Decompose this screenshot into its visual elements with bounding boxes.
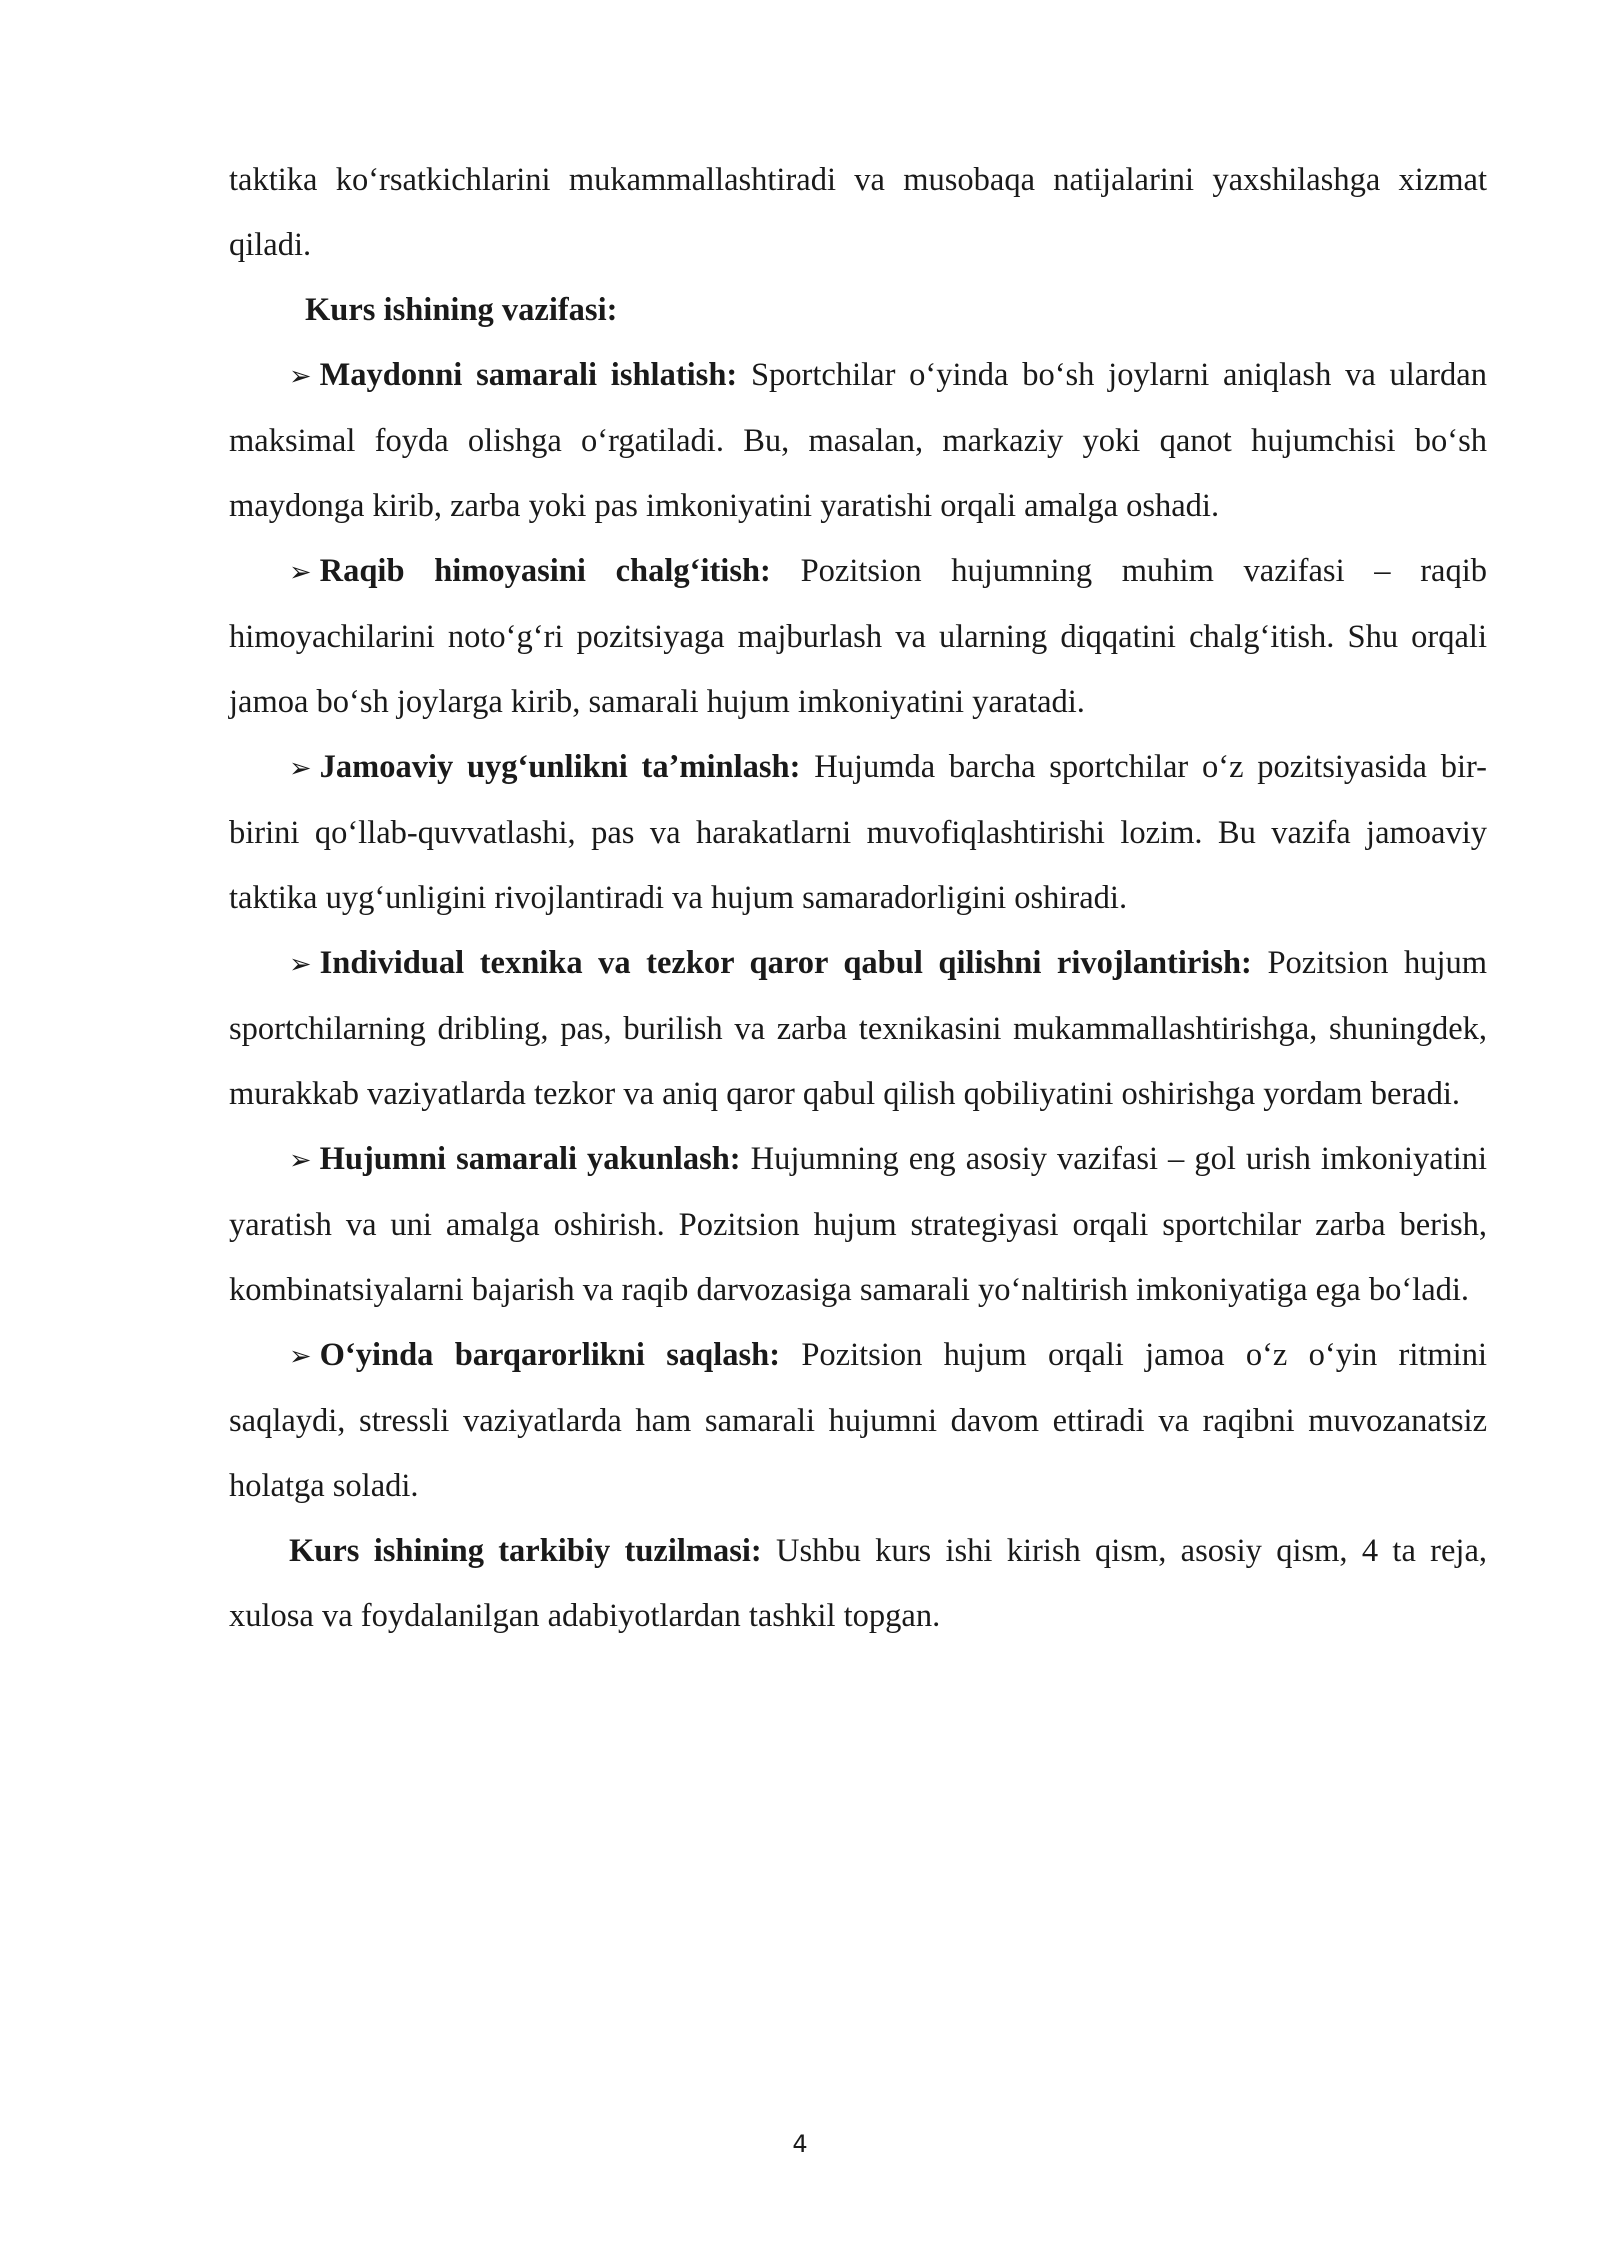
task-title: Jamoaviy uygʻunlikni taʼminlash:: [319, 749, 801, 785]
page-content: [229, 148, 1487, 1649]
arrow-bullet-icon: ➢: [289, 557, 312, 588]
task-title: Hujumni samarali yakunlash:: [319, 1141, 741, 1177]
task-item: [229, 1127, 1487, 1323]
structure-paragraph: [229, 1519, 1487, 1649]
task-title: Raqib himoyasini chalgʻitish:: [319, 553, 771, 589]
intro-paragraph: taktika koʻrsatkichlarini mukammallashtiradi va musobaqa natijalarini yaxshilashga xizmat qiladi.: [229, 162, 1487, 263]
task-item: [229, 539, 1487, 735]
task-item: [229, 1323, 1487, 1519]
tasks-heading: Kurs ishining vazifasi:: [305, 292, 618, 328]
arrow-bullet-icon: ➢: [289, 361, 312, 392]
arrow-bullet-icon: ➢: [289, 1145, 312, 1176]
structure-title: Kurs ishining tarkibiy tuzilmasi:: [289, 1533, 762, 1569]
arrow-bullet-icon: ➢: [289, 949, 312, 980]
task-item: [229, 931, 1487, 1127]
task-body: Pozitsion hujum orqali jamoa oʻz oʻyin ritmini saqlaydi, stressli vaziyatlarda ham samarali hujumni davom ettiradi va raqibni muvozanatsiz holatga soladi.: [229, 1337, 1487, 1504]
task-body: Pozitsion hujum sportchilarning dribling, pas, burilish va zarba texnikasini mukammallashtirishga, shuningdek, murakkab vaziyatlarda tezkor va aniq qaror qabul qilish qobiliyatini oshirishga yordam beradi.: [229, 945, 1488, 1112]
task-body: Hujumda barcha sportchilar oʻz pozitsiyasida bir-birini qoʻllab-quvvatlashi, pas va harakatlarni muvofiqlashtirishi lozim. Bu vazifa jamoaviy taktika uygʻunligini rivojlantiradi va hujum samaradorligini oshiradi.: [229, 749, 1487, 916]
arrow-bullet-icon: ➢: [289, 1341, 312, 1372]
task-title: Oʻyinda barqarorlikni saqlash:: [319, 1337, 781, 1373]
task-item: [229, 343, 1487, 539]
task-title: Individual texnika va tezkor qaror qabul qilishni rivojlantirish:: [319, 945, 1252, 981]
task-body: Hujumning eng asosiy vazifasi – gol urish imkoniyatini yaratish va uni amalga oshirish. Pozitsion hujum strategiyasi orqali sportchilar zarba berish, kombinatsiyalarni bajarish va raqib darvozasiga samarali yoʻnaltirish imkoniyatiga ega boʻladi.: [229, 1141, 1488, 1308]
page-number: 4: [792, 2130, 808, 2158]
arrow-bullet-icon: ➢: [289, 753, 312, 784]
task-body: Sportchilar oʻyinda boʻsh joylarni aniqlash va ulardan maksimal foyda olishga oʻrgatiladi. Bu, masalan, markaziy yoki qanot hujumchisi boʻsh maydonga kirib, zarba yoki pas imkoniyatini yaratishi orqali amalga oshadi.: [229, 357, 1487, 524]
task-body: Pozitsion hujumning muhim vazifasi – raqib himoyachilarini notoʻgʻri pozitsiyaga majburlash va ularning diqqatini chalgʻitish. Shu orqali jamoa boʻsh joylarga kirib, samarali hujum imkoniyatini yaratadi.: [229, 553, 1488, 720]
task-item: [229, 735, 1487, 931]
structure-body: Ushbu kurs ishi kirish qism, asosiy qism, 4 ta reja, xulosa va foydalanilgan adabiyotlardan tashkil topgan.: [229, 1533, 1487, 1634]
task-title: Maydonni samarali ishlatish:: [319, 357, 738, 393]
